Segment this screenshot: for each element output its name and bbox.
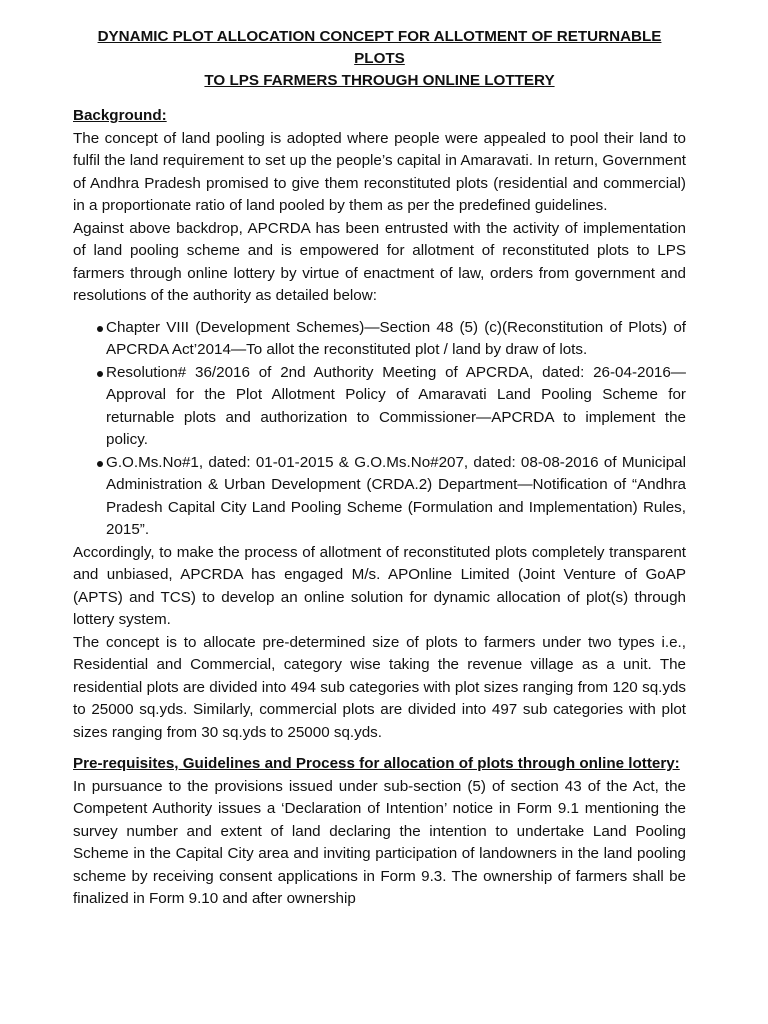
title-line-1: DYNAMIC PLOT ALLOCATION CONCEPT FOR ALLOTMENT OF RETURNABLE PLOTS xyxy=(97,28,662,67)
bullet-icon xyxy=(97,461,103,467)
background-heading: Background: xyxy=(73,107,167,124)
list-item xyxy=(73,452,686,542)
paragraph-aponline-engagement: Accordingly, to make the process of allotment of reconstituted plots completely transparent and unbiased, APCRDA has engaged M/s. APOnline Limited (Joint Venture of GoAP (APTS) and TCS) to develop an online solution for dynamic allocation of plot(s) through lottery system. xyxy=(73,543,686,628)
prerequisites-heading: Pre-requisites, Guidelines and Process for allocation of plots through online lottery: xyxy=(73,755,680,772)
list-item-text: G.O.Ms.No#1, dated: 01-01-2015 & G.O.Ms.No#207, dated: 08-08-2016 of Municipal Administration & Urban Development (CRDA.2) Department—Notification of “Andhra Pradesh Capital City Land Pooling Scheme (Formulation and Implementation) Rules, 2015”. xyxy=(106,453,686,538)
title-line-2: TO LPS FARMERS THROUGH ONLINE LOTTERY xyxy=(204,72,555,89)
bullet-icon xyxy=(97,371,103,377)
document-title xyxy=(73,26,686,92)
paragraph-declaration-of-intention: In pursuance to the provisions issued under sub-section (5) of section 43 of the Act, the Competent Authority issues a ‘Declaration of Intention’ notice in Form 9.1 mentioning the survey number and extent of land declaring the intention to undertake Land Pooling Scheme in the Capital City area and inviting participation of landowners in the land pooling scheme by receiving consent applications in Form 9.3. The ownership of farmers shall be finalized in Form 9.10 and after ownership xyxy=(73,777,686,907)
document-page xyxy=(73,22,686,911)
list-item-text: Resolution# 36/2016 of 2nd Authority Meeting of APCRDA, dated: 26-04-2016—Approval for the Plot Allotment Policy of Amaravati Land Pooling Scheme for returnable plots and authorization to Commissioner—APCRDA to implement the policy. xyxy=(106,363,686,448)
list-item-text: Chapter VIII (Development Schemes)—Section 48 (5) (c)(Reconstitution of Plots) of APCRDA Act’2014—To allot the reconstituted plot / land by draw of lots. xyxy=(106,318,686,358)
paragraph-allocation-concept: The concept is to allocate pre-determined size of plots to farmers under two types i.e., Residential and Commercial, category wise taking the revenue village as a unit. The residential plots are divided into 494 sub categories with plot sizes ranging from 120 sq.yds to 25000 sq.yds. Similarly, commercial plots are divided into 497 sub categories with plot sizes ranging from 30 sq.yds to 25000 sq.yds. xyxy=(73,633,686,741)
bullet-icon xyxy=(97,326,103,332)
paragraph-land-pooling-concept: The concept of land pooling is adopted where people were appealed to pool their land to fulfil the land requirement to set up the people’s capital in Amaravati. In return, Government of Andhra Pradesh promised to give them reconstituted plots (residential and commercial) in a proportionate ratio of land pooled by them as per the predefined guidelines. xyxy=(73,129,686,214)
legal-basis-list xyxy=(73,317,686,542)
paragraph-backdrop: Against above backdrop, APCRDA has been entrusted with the activity of implementation of land pooling scheme and is empowered for allotment of reconstituted plots to LPS farmers through online lottery by virtue of enactment of law, orders from government and resolutions of the authority as detailed below: xyxy=(73,219,686,304)
list-item xyxy=(73,317,686,362)
list-item xyxy=(73,362,686,452)
